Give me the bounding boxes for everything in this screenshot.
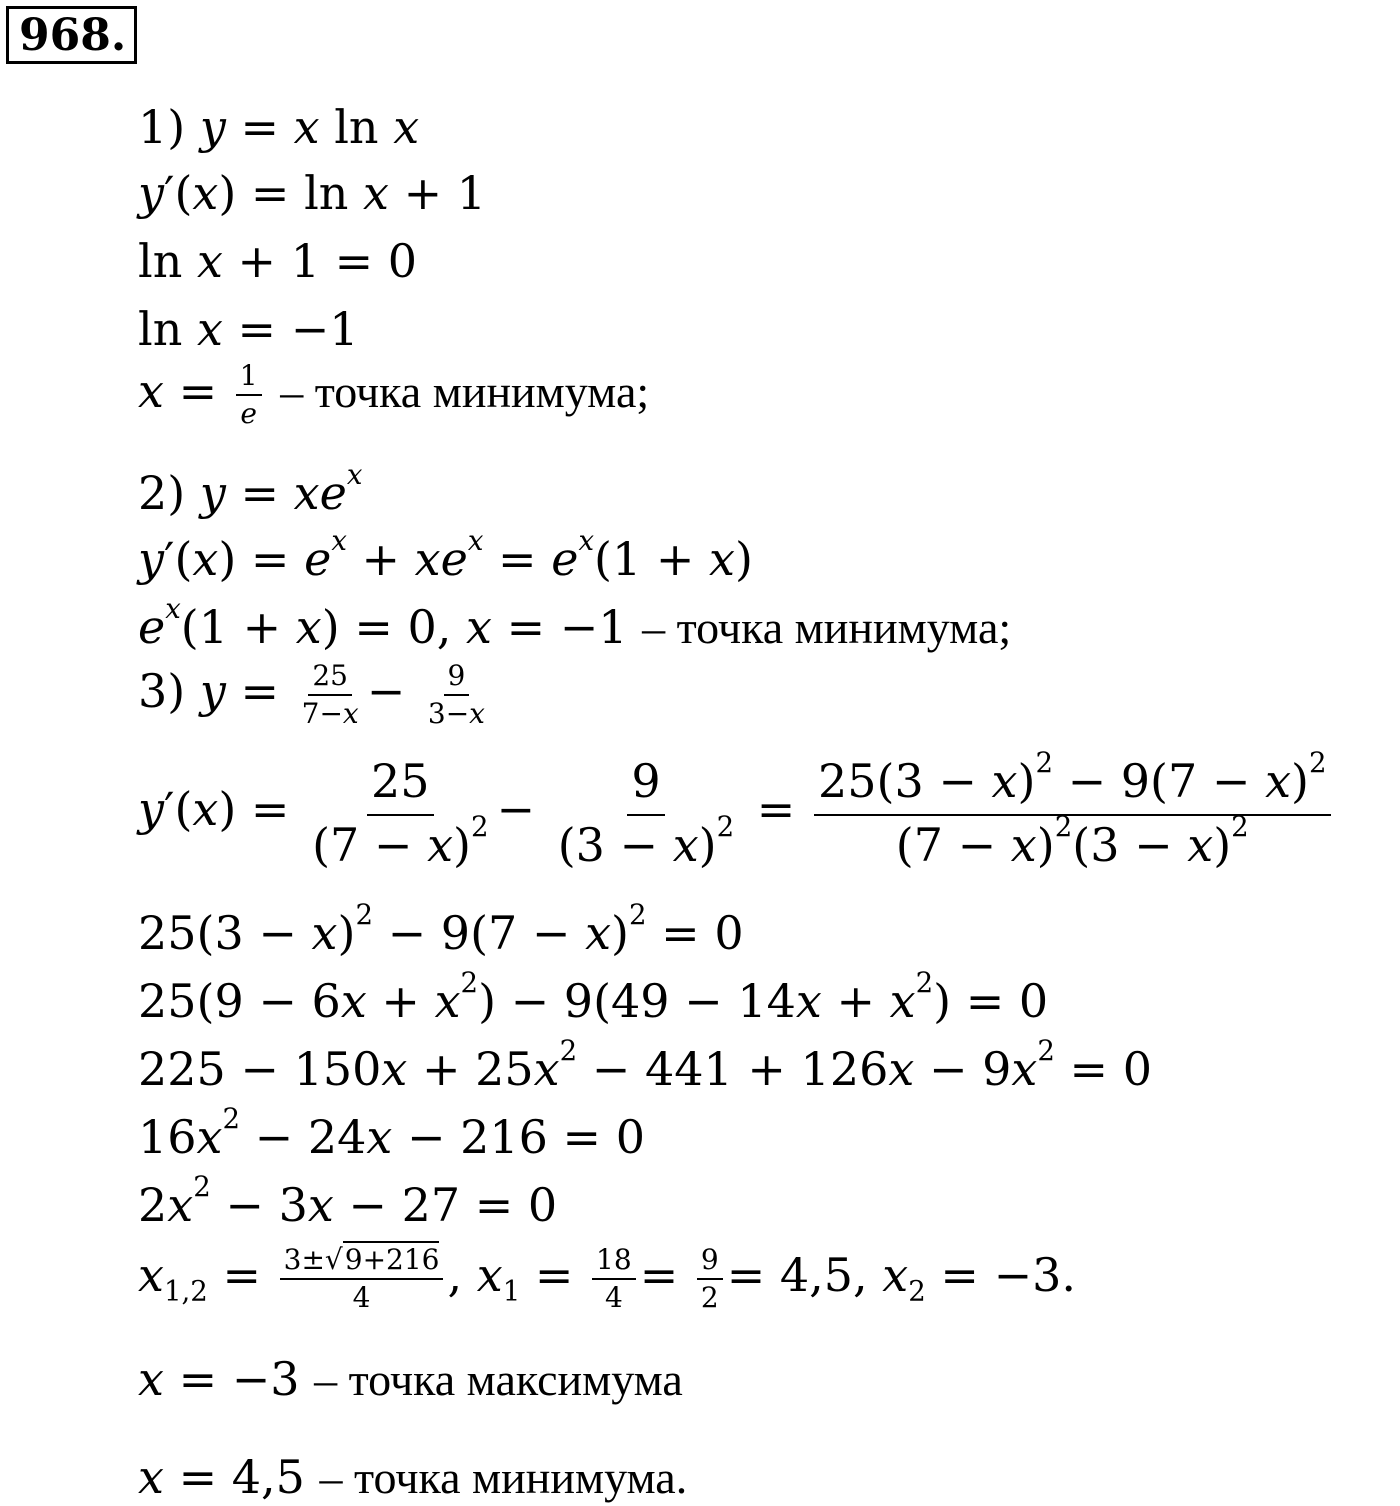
fraction-25-over-7-x: $\frac{25}{7-x}$ bbox=[301, 659, 359, 730]
formula-3-2: y′(x) = $\frac{25}{(7 - x)^2}$ − $\frac{9}{(3 - x)^2}$ = $\frac{25(3 - x)^2 - 9(7 - x)^2}{(7 - x)^2(3 - x)^2}$ bbox=[138, 758, 1335, 868]
formula-2-1: 2) $y = xe^x$ bbox=[138, 458, 363, 520]
formula-3-10: x = 4,5 – точка минимума. bbox=[138, 1450, 688, 1504]
formula-1-5: x = $\frac{1}{e}$ – точка минимума; bbox=[138, 359, 650, 430]
formula-2-2: $y'(x) = e^x + xe^x = e^x(1 + x)$ bbox=[138, 524, 753, 586]
fraction-9-over-2: $\frac{9}{2}$ bbox=[697, 1246, 723, 1312]
formula-3-5: $225 - 150x + 25x^2 - 441 + 126x - 9x^2 = 0$ bbox=[138, 1034, 1152, 1096]
formula-1-3: ln x + 1 = 0 bbox=[138, 234, 418, 288]
minimum-point-label-1: – точка минимума; bbox=[280, 366, 650, 417]
formula-1-4: ln x = −1 bbox=[138, 302, 359, 356]
fraction-derivative-1: $\frac{25}{(7 - x)^2}$ bbox=[312, 754, 489, 872]
formula-1-2: y′(x) = ln x + 1 bbox=[138, 166, 487, 220]
problem-number: 968. bbox=[6, 6, 137, 64]
fraction-quadratic-roots: $\frac{3\pm√9+216}{4}$ bbox=[280, 1246, 444, 1312]
formula-3-4: $25(9 - 6x + x^2) - 9(49 - 14x + x^2) = 0$ bbox=[138, 966, 1049, 1028]
fraction-derivative-combined: $\frac{25(3 - x)^2 - 9(7 - x)^2}{(7 - x)^2(3 - x)^2}$ bbox=[814, 758, 1331, 868]
maximum-point-label: – точка максимума bbox=[314, 1354, 683, 1405]
formula-3-7: $2x^2 - 3x - 27 = 0$ bbox=[138, 1170, 558, 1232]
formula-3-8: $x_{1,2}$ = $\frac{3\pm√9+216}{4}$ , $x_1$ = $\frac{18}{4}$ = $\frac{9}{2}$ = 4,5, $x_2 = -3$. bbox=[138, 1243, 1076, 1314]
fraction-derivative-2: $\frac{9}{(3 - x)^2}$ bbox=[557, 754, 735, 872]
formula-3-6: $16x^2 - 24x - 216 = 0$ bbox=[138, 1102, 645, 1164]
minimum-point-label-3: – точка минимума. bbox=[319, 1452, 688, 1503]
fraction-18-over-4: $\frac{18}{4}$ bbox=[592, 1246, 636, 1312]
formula-3-9: x = −3 – точка максимума bbox=[138, 1352, 683, 1406]
formula-3-1: 3) y = $\frac{25}{7-x}$ − $\frac{9}{3-x}$ bbox=[138, 662, 493, 728]
formula-2-3: $e^x(1 + x) = 0$, x = −1 – точка минимума; bbox=[138, 592, 1012, 654]
fraction-9-over-3-x: $\frac{9}{3-x}$ bbox=[427, 659, 485, 730]
minimum-point-label-2: – точка минимума; bbox=[642, 602, 1012, 653]
formula-1-1: 1) y = x ln x bbox=[138, 100, 420, 154]
fraction-1-e: $\frac{1}{e}$ bbox=[236, 362, 262, 428]
formula-3-3: $25(3 - x)^2 - 9(7 - x)^2 = 0$ bbox=[138, 898, 744, 960]
